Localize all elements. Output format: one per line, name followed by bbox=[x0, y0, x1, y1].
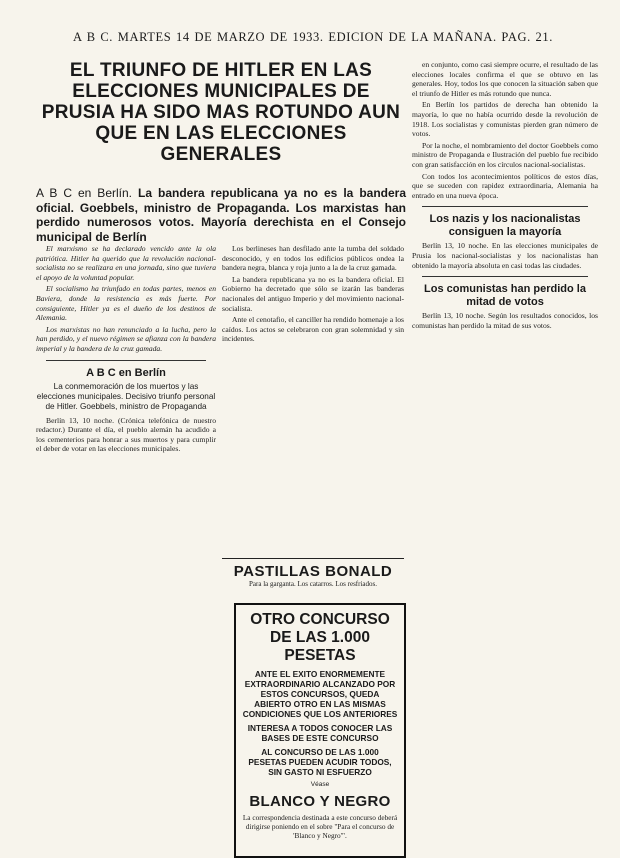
divider bbox=[422, 206, 588, 207]
pastillas-name: PASTILLAS BONALD bbox=[233, 563, 393, 580]
subheading-comunistas: Los comunistas han perdido la mitad de votos bbox=[424, 283, 586, 309]
col3-paragraph: Con todos los acontecimientos políticos de estos días, que se suceden con rapidez extraordinaria, Alemania ha entrado en una nueva época. bbox=[412, 171, 598, 200]
column-2 bbox=[222, 244, 404, 346]
dateline-paragraph: Berlín 13, 10 noche. (Crónica telefónica de nuestro redactor.) Durante el día, el pueblo alemán ha acudido a los cementerios para honrar a sus muertos y para cumplir el deber de votar en las elecciones municipales. bbox=[36, 415, 216, 454]
pastillas-ad bbox=[222, 558, 404, 588]
deck-lead: A B C en Berlín. bbox=[36, 186, 132, 200]
subheading-nazis: Los nazis y los nacionalistas consiguen la mayoría bbox=[429, 213, 581, 239]
pastillas-tagline: Para la garganta. Los catarros. Los resfriados. bbox=[249, 580, 377, 588]
column-3 bbox=[412, 60, 598, 332]
main-headline: EL TRIUNFO DE HITLER EN LAS ELECCIONES MUNICIPALES DE PRUSIA HA SIDO MAS ROTUNDO AUN QUE EN LAS ELECCIONES GENERALES bbox=[41, 60, 401, 165]
col3-paragraph: En Berlín los partidos de derecha han obtenido la mayoría, lo que no había ocurrido desde la revolución de 1918. Los socialistas y comunistas pierden gran número de votos. bbox=[412, 100, 598, 139]
col3-paragraph: Por la noche, el nombramiento del doctor Goebbels como ministro de Propaganda e Ilustración del pueblo fue recibido con gran satisfacción en los círculos nacional-socialistas. bbox=[412, 140, 598, 169]
contest-magazine: BLANCO Y NEGRO bbox=[249, 793, 391, 810]
section-summary: La conmemoración de los muertos y las elecciones municipales. Decisivo triunfo personal de Hitler. Goebbels, ministro de Propaganda bbox=[36, 381, 216, 411]
col3-paragraph: en conjunto, como casi siempre ocurre, el resultado de las elecciones locales confirma el que se obtuvo en las generales. Hoy, todos los que conocen la situación saben que el triunfo de Hitler es más rotundo que nunca. bbox=[412, 60, 598, 98]
section-title: A B C en Berlín bbox=[86, 366, 166, 379]
divider bbox=[46, 360, 206, 361]
col2-paragraph: Los berlineses han desfilado ante la tumba del soldado desconocido, y en todos los edificios públicos ondea la bandera negra, blanca y roja junto a la de la cruz gamada. bbox=[222, 244, 404, 273]
col3-sub2-text: Berlín 13, 10 noche. Según los resultados conocidos, los comunistas han perdido la mitad de sus votos. bbox=[412, 311, 598, 330]
contest-block-3: AL CONCURSO DE LAS 1.000 PESETAS PUEDEN ACUDIR TODOS, SIN GASTO NI ESFUERZO bbox=[248, 747, 392, 777]
col1-paragraph: El marxismo se ha declarado vencido ante la ola patriótica. Hitler ha querido que la revolución nacional-socialista no se realizara en una jornada, sino que tuviera el apoyo de la voluntad popular. bbox=[36, 244, 216, 282]
deck-text: La bandera republicana ya no es la bandera oficial. Goebbels, ministro de Propaganda. Los marxistas han perdido numerosos votos. Mayoría derechista en el Consejo municipal de Berlín bbox=[36, 186, 406, 244]
contest-title: OTRO CONCURSO DE LAS 1.000 PESETAS bbox=[250, 611, 390, 664]
col3-sub1-text: Berlín 13, 10 noche. En las elecciones municipales de Prusia los nacional-socialistas y los nacionalistas han obtenido la mayoría absoluta en casi todas las ciudades. bbox=[412, 241, 598, 270]
contest-block-2: INTERESA A TODOS CONOCER LAS BASES DE ESTE CONCURSO bbox=[247, 723, 393, 743]
contest-note: La correspondencia destinada a este concurso deberá dirigirse poniendo en el sobre "Para el concurso de 'Blanco y Negro'". bbox=[242, 813, 398, 840]
col1-paragraph: Los marxistas no han renunciado a la lucha, pero la han perdido, y el nuevo régimen se afianza con la bandera imperial y la bandera de la cruz gamada. bbox=[36, 324, 216, 353]
contest-vease: Véase bbox=[310, 781, 330, 788]
col1-paragraph: El socialismo ha triunfado en todas partes, menos en Baviera, donde la resistencia es más fuerte. Por consiguiente, Hitler ya es el dueño de los destinos de Alemania. bbox=[36, 284, 216, 323]
page-header: A B C. MARTES 14 DE MARZO DE 1933. EDICION DE LA MAÑANA. PAG. 21. bbox=[73, 30, 553, 44]
deck bbox=[36, 186, 406, 244]
col2-paragraph: Ante el cenotafio, el canciller ha rendido homenaje a los caídos. Los actos se celebraron con gran solemnidad y sin incidentes. bbox=[222, 315, 404, 344]
contest-ad bbox=[234, 603, 406, 858]
column-1 bbox=[36, 244, 216, 456]
divider bbox=[422, 276, 588, 277]
contest-block-1: ANTE EL EXITO ENORMEMENTE EXTRAORDINARIO ALCANZADO POR ESTOS CONCURSOS, QUEDA ABIERTO OTRO EN LAS MISMAS CONDICIONES QUE LOS ANTERIORES bbox=[242, 669, 398, 719]
col2-paragraph: La bandera republicana ya no es la bandera oficial. El Gobierno ha decretado que sólo se izarán las banderas nacionales del antiguo Imperio y del movimiento nacional-socialista. bbox=[222, 274, 404, 313]
